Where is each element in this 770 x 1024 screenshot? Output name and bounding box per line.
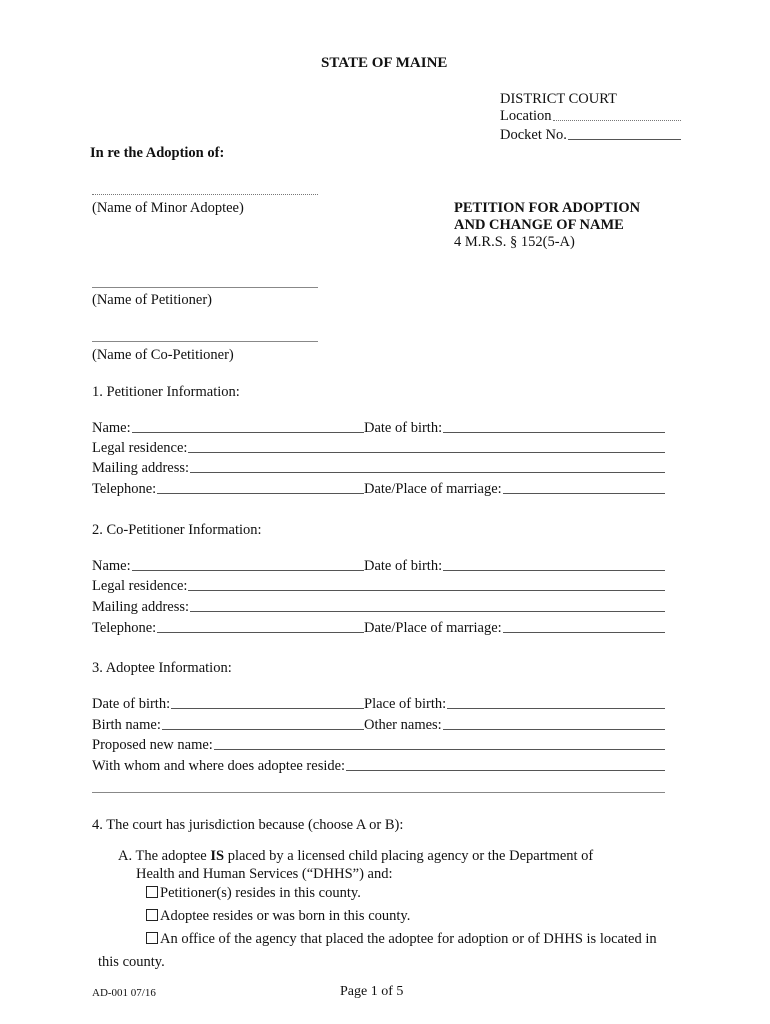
petitioner-dob-field[interactable]	[364, 420, 665, 436]
co-petitioner-mailing-address-label: Mailing address:	[92, 599, 190, 615]
petitioner-marriage-field[interactable]	[364, 481, 665, 497]
state-title: STATE OF MAINE	[321, 55, 448, 71]
adoptee-birth-name-label: Birth name:	[92, 717, 161, 733]
co-petitioner-mailing-address-field[interactable]	[92, 599, 665, 615]
option-3-label: An office of the agency that placed the adoptee for adoption or of DHHS is located in	[160, 931, 657, 947]
option-a-rest: placed by a licensed child placing agency or the Department of	[224, 848, 594, 864]
checkbox-2[interactable]	[146, 909, 158, 921]
docket-label: Docket No.	[500, 127, 567, 143]
petitioner-legal-residence-label: Legal residence:	[92, 440, 188, 456]
in-re-heading: In re the Adoption of:	[90, 145, 225, 161]
adoptee-reside-label: With whom and where does adoptee reside:	[92, 758, 346, 774]
petitioner-mailing-address-label: Mailing address:	[92, 460, 190, 476]
section-2-heading: 2. Co-Petitioner Information:	[92, 522, 262, 538]
co-petitioner-legal-residence-label: Legal residence:	[92, 578, 188, 594]
petitioner-telephone-label: Telephone:	[92, 481, 157, 497]
location-label: Location	[500, 108, 552, 124]
adoptee-dob-field[interactable]	[92, 696, 364, 712]
option-1-label: Petitioner(s) resides in this county.	[160, 885, 361, 901]
adoptee-proposed-name-label: Proposed new name:	[92, 737, 213, 753]
petitioner-marriage-label: Date/Place of marriage:	[364, 481, 502, 497]
petitioner-legal-residence-field[interactable]	[92, 440, 665, 456]
co-petitioner-dob-field[interactable]	[364, 558, 665, 574]
adoptee-reside-line-2[interactable]	[92, 792, 665, 793]
option-a-checkbox-2-row[interactable]	[146, 908, 410, 925]
petitioner-name-field[interactable]	[92, 420, 364, 436]
petitioner-mailing-address-field[interactable]	[92, 460, 665, 476]
option-a-prefix: A. The adoptee	[118, 848, 211, 864]
co-petitioner-legal-residence-field[interactable]	[92, 578, 665, 594]
option-a-is: IS	[210, 848, 225, 864]
section-1-heading: 1. Petitioner Information:	[92, 384, 240, 400]
adoptee-reside-field[interactable]	[92, 758, 665, 774]
form-id: AD-001 07/16	[92, 987, 156, 999]
location-field[interactable]	[500, 108, 681, 124]
petitioner-telephone-field[interactable]	[92, 481, 364, 497]
co-petitioner-marriage-label: Date/Place of marriage:	[364, 620, 502, 636]
checkbox-3[interactable]	[146, 932, 158, 944]
docket-field[interactable]	[500, 127, 681, 143]
option-a-checkbox-3-row[interactable]	[146, 931, 657, 948]
option-a-line-1	[118, 848, 593, 865]
minor-adoptee-line[interactable]	[92, 194, 318, 195]
section-4-heading: 4. The court has jurisdiction because (choose A or B):	[92, 817, 404, 833]
co-petitioner-name-label: Name:	[92, 558, 131, 574]
minor-adoptee-label: (Name of Minor Adoptee)	[92, 200, 244, 216]
page-number: Page 1 of 5	[340, 984, 404, 999]
co-petitioner-line[interactable]	[92, 341, 318, 342]
option-a-checkbox-1-row[interactable]	[146, 885, 361, 902]
petition-title-2: AND CHANGE OF NAME	[454, 217, 624, 233]
section-3-heading: 3. Adoptee Information:	[92, 660, 232, 676]
adoptee-birth-name-field[interactable]	[92, 717, 364, 733]
petitioner-line[interactable]	[92, 287, 318, 288]
adoptee-dob-label: Date of birth:	[92, 696, 171, 712]
petition-statute: 4 M.R.S. § 152(5-A)	[454, 234, 575, 250]
adoptee-other-names-label: Other names:	[364, 717, 442, 733]
petitioner-dob-label: Date of birth:	[364, 420, 443, 436]
court-name: DISTRICT COURT	[500, 91, 617, 107]
adoptee-pob-label: Place of birth:	[364, 696, 447, 712]
co-petitioner-marriage-field[interactable]	[364, 620, 665, 636]
option-3-continuation: this county.	[98, 954, 165, 970]
co-petitioner-telephone-label: Telephone:	[92, 620, 157, 636]
adoptee-pob-field[interactable]	[364, 696, 665, 712]
checkbox-1[interactable]	[146, 886, 158, 898]
co-petitioner-name-field[interactable]	[92, 558, 364, 574]
petitioner-label: (Name of Petitioner)	[92, 292, 212, 308]
petition-title-1: PETITION FOR ADOPTION	[454, 200, 641, 216]
co-petitioner-label: (Name of Co-Petitioner)	[92, 347, 234, 363]
co-petitioner-telephone-field[interactable]	[92, 620, 364, 636]
option-a-line-2: Health and Human Services (“DHHS”) and:	[136, 866, 393, 882]
co-petitioner-dob-label: Date of birth:	[364, 558, 443, 574]
adoptee-other-names-field[interactable]	[364, 717, 665, 733]
petitioner-name-label: Name:	[92, 420, 131, 436]
adoptee-proposed-name-field[interactable]	[92, 737, 665, 753]
option-2-label: Adoptee resides or was born in this county.	[160, 908, 411, 924]
